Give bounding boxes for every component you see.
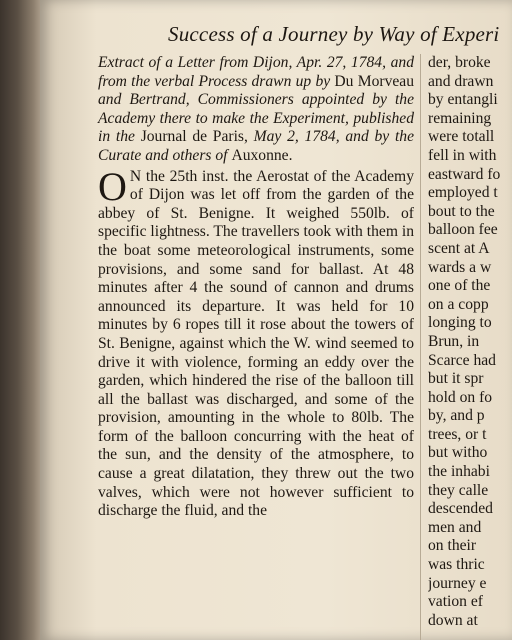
right-column-line: employed t [428,184,498,202]
right-column-line: down at [428,611,478,629]
right-column-line: der, broke [428,54,491,71]
right-column-line: eastward fo [428,165,501,183]
right-column-line: by, and p [428,407,485,425]
intro-name-1: Du Morveau [334,72,415,90]
right-column-line: wards a w [428,258,492,276]
intro-part-1: Extract of a Letter from Dijon, Apr. 27, 1784, and from the verbal Process drawn up by [98,54,414,90]
right-column-line: longing to [428,314,492,332]
right-column-line: by entangli [428,91,498,109]
intro-journal: Journal de Paris, [140,128,248,146]
column-rule [420,54,421,640]
right-column-line: they calle [428,481,489,499]
left-column [98,54,414,521]
right-column-line: vation ef [428,593,483,611]
article-body [98,163,414,521]
right-column-line: but witho [428,444,488,462]
right-column-line: men and [428,518,482,536]
article-intro [98,54,414,166]
right-column-line: was thric [428,556,485,574]
right-column-line: on a copp [428,295,489,313]
right-column-line: Brun, in [428,332,480,350]
right-column [428,54,512,630]
right-column-line: Scarce had [428,351,496,369]
book-spine [0,0,44,640]
right-column-line: one of the [428,277,491,295]
right-column-line: trees, or t [428,425,487,443]
right-column-line: hold on fo [428,388,493,406]
right-column-line: descended [428,500,493,518]
right-column-line: bout to the [428,202,495,220]
right-column-line: balloon fee [428,221,498,239]
right-column-line: but it spr [428,370,484,388]
right-column-line: remaining [428,109,492,127]
right-column-line: were totall [428,128,495,146]
right-column-line: on their [428,537,477,555]
running-head: Success of a Journey by Way of Experi [168,22,500,46]
intro-part-4: May 2, 1784, and by the Curate and others of [98,128,414,164]
intro-place: Auxonne. [231,146,293,164]
right-column-line: fell in with [428,146,497,164]
article-text: N the 25th inst. the Aerostat of the Academy of Dijon was let off from the garden of the abbey of St. Benigne. It weighed 550lb. of specific lightness. The travellers took with them in the boat some meteorological instruments, some provisions, and some sand for ballast. At 48 minutes after 4 the sound of cannon and drums announced its departure. It was held for 10 minutes by 6 ropes till it rose about the towers of St. Benigne, against which the W. wind seemed to drive it with violence, forming an eddy over the garden, which hindered the rise of the balloon till all the ballast was discharged, and some of the provision, amounting in the whole to 80lb. The form of the balloon concurring with the heat of the sun, and the density of the atmosphere, to cause a great dilatation, they threw out the two valves, which were not however sufficient to discharge the fluid, and the [98,167,414,520]
intro-part-2: and Bertrand, [98,91,190,109]
right-column-line: and drawn [428,72,494,90]
intro-part-3: Commissioners appointed by the Academy there to make the Experiment, published in the [98,91,414,146]
drop-cap: O [98,163,127,209]
right-column-line: scent at A [428,239,490,257]
right-column-line: the inhabi [428,463,490,481]
right-column-line: journey e [428,574,487,592]
newspaper-page [40,0,512,640]
